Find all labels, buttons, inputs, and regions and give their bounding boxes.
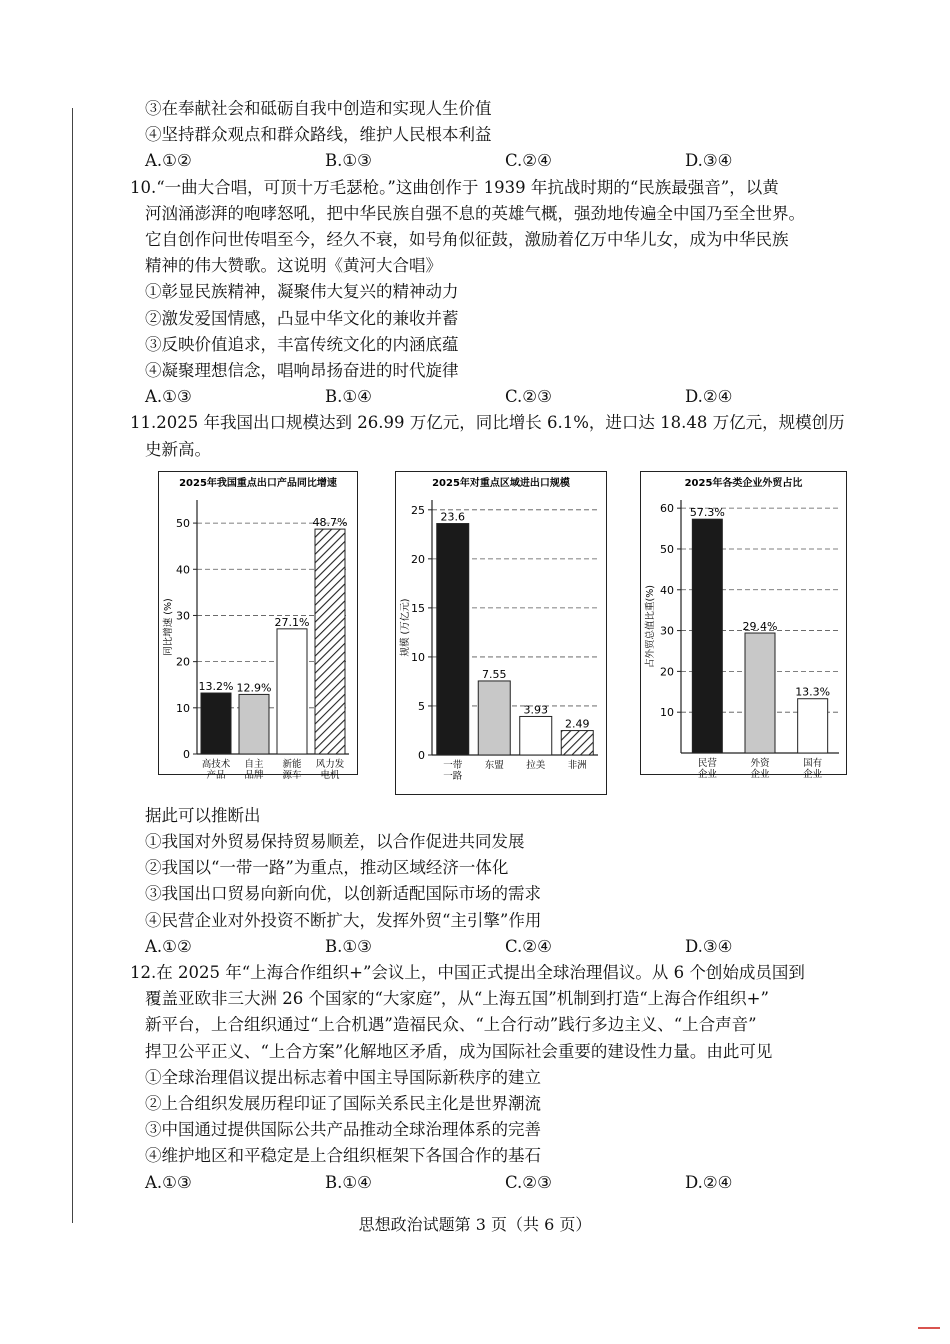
y-tick-label: 10 <box>411 650 425 664</box>
option-d[interactable]: D.②④ <box>685 1172 733 1192</box>
y-tick-label: 0 <box>183 747 190 761</box>
y-axis-label: 同比增速 (%) <box>163 598 174 656</box>
exam-page-content <box>130 96 865 1196</box>
bar <box>692 519 722 753</box>
question-9-tail <box>145 96 865 175</box>
x-tick-label: 风力发 <box>315 758 345 770</box>
data-label: 48.7% <box>312 515 348 529</box>
q11-item-1: ①我国对外贸易保持贸易顺差，以合作促进共同发展 <box>145 832 525 852</box>
q10-options <box>145 384 865 410</box>
bar <box>277 629 307 754</box>
page-footer: 思想政治试题第 3 页（共 6 页） <box>358 1215 592 1234</box>
y-tick-label: 5 <box>418 699 425 713</box>
chart-title: 2025年各类企业外贸占比 <box>684 477 803 489</box>
y-tick-label: 40 <box>660 583 674 597</box>
data-label: 27.1% <box>274 615 310 629</box>
q10-item-1: ①彰显民族精神，凝聚伟大复兴的精神动力 <box>145 282 459 302</box>
q10-item-2: ②激发爱国情感，凸显中华文化的兼收并蓄 <box>145 308 459 328</box>
data-label: 13.3% <box>795 685 831 699</box>
data-label: 3.93 <box>523 703 548 717</box>
bar <box>478 681 510 755</box>
x-tick-label: 外资 <box>750 757 770 769</box>
option-b[interactable]: B.①③ <box>325 151 372 171</box>
bar <box>437 523 469 754</box>
q12-item-1: ①全球治理倡议提出标志着中国主导国际新秩序的建立 <box>145 1067 541 1087</box>
q11-item-3: ③我国出口贸易向新向优，以创新适配国际市场的需求 <box>145 884 541 904</box>
y-tick-label: 50 <box>176 516 190 530</box>
data-label: 2.49 <box>565 717 590 731</box>
q10-item-3: ③反映价值追求，丰富传统文化的内涵底蕴 <box>145 334 459 354</box>
option-a[interactable]: A.①② <box>145 936 192 956</box>
x-tick-label: 拉美 <box>526 759 546 771</box>
q12-item-2: ②上合组织发展历程印证了国际关系民主化是世界潮流 <box>145 1094 541 1114</box>
chart-region-trade <box>395 471 607 795</box>
bar <box>520 716 552 755</box>
chart-region-trade-svg <box>396 472 606 794</box>
x-tick-label: 企业 <box>803 768 823 780</box>
bar <box>239 694 269 754</box>
q12-stem-line-4: 捍卫公平正义、“上合方案”化解地区矛盾，成为国际社会重要的建设性力量。由此可见 <box>145 1041 773 1061</box>
option-a[interactable]: A.①② <box>145 151 192 171</box>
data-label: 57.3% <box>689 506 725 520</box>
bar <box>798 699 828 753</box>
q11-stem-line-2: 史新高。 <box>145 439 211 459</box>
y-tick-label: 25 <box>411 503 425 517</box>
q10-stem-line-2: 河汹涌澎湃的咆哮怒吼，把中华民族自强不息的英雄气概，强劲地传遍全中国乃至全世界。 <box>145 203 805 223</box>
q11-stem-line-1: 11.2025 年我国出口规模达到 26.99 万亿元，同比增长 6.1%，进口达 18.48 万亿元，规模创历 <box>130 413 845 433</box>
bar <box>561 730 593 754</box>
data-label: 12.9% <box>236 681 272 695</box>
option-c[interactable]: C.②③ <box>505 1172 552 1192</box>
q10-item-4: ④凝聚理想信念，唱响昂扬奋进的时代旋律 <box>145 361 459 381</box>
q10-stem-line-3: 它自创作问世传唱至今，经久不衰，如号角似征鼓，激励着亿万中华儿女，成为中华民族 <box>145 230 789 250</box>
bar <box>201 693 231 754</box>
question-12 <box>130 960 865 1196</box>
bar <box>315 529 345 754</box>
x-tick-label: 民营 <box>697 757 717 769</box>
y-tick-label: 30 <box>660 624 674 638</box>
x-tick-label: 一路 <box>443 770 463 782</box>
q12-item-4: ④维护地区和平稳定是上合组织框架下各国合作的基石 <box>145 1146 541 1166</box>
option-a[interactable]: A.①③ <box>145 387 192 407</box>
binding-margin-line <box>72 108 73 1223</box>
q12-stem-line-2: 覆盖亚欧非三大洲 26 个国家的“大家庭”，从“上海五国”机制到打造“上海合作组织+” <box>145 989 769 1009</box>
chart-enterprise-share-svg <box>641 472 846 780</box>
q11-item-2: ②我国以“一带一路”为重点，推动区域经济一体化 <box>145 858 509 878</box>
y-tick-label: 30 <box>176 609 190 623</box>
q10-stem-line-1: 10.“一曲大合唱，可顶十万毛瑟枪。”这曲创作于 1939 年抗战时期的“民族最强音”，以黄 <box>130 177 779 197</box>
option-c[interactable]: C.②④ <box>505 151 552 171</box>
q11-options <box>145 934 865 960</box>
y-tick-label: 0 <box>418 748 425 762</box>
question-10 <box>130 175 865 411</box>
option-b[interactable]: B.①④ <box>325 1172 372 1192</box>
x-tick-label: 一带 <box>443 759 463 771</box>
y-tick-label: 10 <box>660 706 674 720</box>
q11-prompt: 据此可以推断出 <box>145 805 261 825</box>
y-tick-label: 20 <box>176 655 190 669</box>
q12-options <box>145 1170 865 1196</box>
bar <box>745 633 775 753</box>
option-b[interactable]: B.①③ <box>325 936 372 956</box>
q9-item-3: ③在奉献社会和砥砺自我中创造和实现人生价值 <box>145 99 492 118</box>
x-tick-label: 高技术 <box>201 758 231 770</box>
data-label: 29.4% <box>742 619 778 633</box>
q9-options <box>145 148 865 174</box>
data-label: 23.6 <box>440 510 465 524</box>
data-label: 13.2% <box>198 679 234 693</box>
y-axis-label: 规模 (万亿元) <box>400 598 411 657</box>
chart-enterprise-share <box>640 471 847 780</box>
q11-charts <box>130 471 865 801</box>
x-tick-label: 企业 <box>750 768 770 780</box>
corner-mark <box>918 1327 940 1329</box>
chart-export-growth <box>158 471 358 781</box>
option-d[interactable]: D.③④ <box>685 936 733 956</box>
y-tick-label: 20 <box>660 665 674 679</box>
option-d[interactable]: D.③④ <box>685 151 733 171</box>
x-tick-label: 企业 <box>697 768 717 780</box>
data-label: 7.55 <box>482 667 507 681</box>
option-c[interactable]: C.②④ <box>505 936 552 956</box>
option-a[interactable]: A.①③ <box>145 1172 192 1192</box>
y-tick-label: 15 <box>411 601 425 615</box>
option-c[interactable]: C.②③ <box>505 387 552 407</box>
y-tick-label: 50 <box>660 542 674 556</box>
y-tick-label: 60 <box>660 502 674 516</box>
y-axis-label: 占外贸总值比重(%) <box>645 584 656 668</box>
y-tick-label: 20 <box>411 552 425 566</box>
q11-item-4: ④民营企业对外投资不断扩大，发挥外贸“主引擎”作用 <box>145 910 542 930</box>
x-tick-label: 国有 <box>803 757 823 769</box>
x-tick-label: 电机 <box>320 769 340 781</box>
q12-stem-line-3: 新平台，上合组织通过“上合机遇”造福民众、“上合行动”践行多边主义、“上合声音” <box>145 1015 757 1035</box>
question-11 <box>130 410 865 960</box>
chart-title: 2025年对重点区域进出口规模 <box>432 477 570 489</box>
y-tick-label: 10 <box>176 701 190 715</box>
x-tick-label: 自主 <box>244 758 264 770</box>
q12-item-3: ③中国通过提供国际公共产品推动全球治理体系的完善 <box>145 1120 541 1140</box>
q10-stem-line-4: 精神的伟大赞歌。这说明《黄河大合唱》 <box>145 256 442 276</box>
option-d[interactable]: D.②④ <box>685 387 733 407</box>
x-tick-label: 品牌 <box>244 769 264 781</box>
chart-title: 2025年我国重点出口产品同比增速 <box>179 477 337 489</box>
x-tick-label: 新能 <box>282 758 302 770</box>
q12-stem-line-1: 12.在 2025 年“上海合作组织+”会议上，中国正式提出全球治理倡议。从 6 个创始成员国到 <box>130 963 805 983</box>
x-tick-label: 产品 <box>206 769 226 781</box>
chart-export-growth-svg <box>159 472 357 781</box>
q9-item-4: ④坚持群众观点和群众路线，维护人民根本利益 <box>145 125 492 145</box>
x-tick-label: 东盟 <box>484 759 504 771</box>
y-tick-label: 40 <box>176 563 190 577</box>
option-b[interactable]: B.①④ <box>325 387 372 407</box>
x-tick-label: 源车 <box>282 769 302 781</box>
x-tick-label: 非洲 <box>567 759 587 771</box>
